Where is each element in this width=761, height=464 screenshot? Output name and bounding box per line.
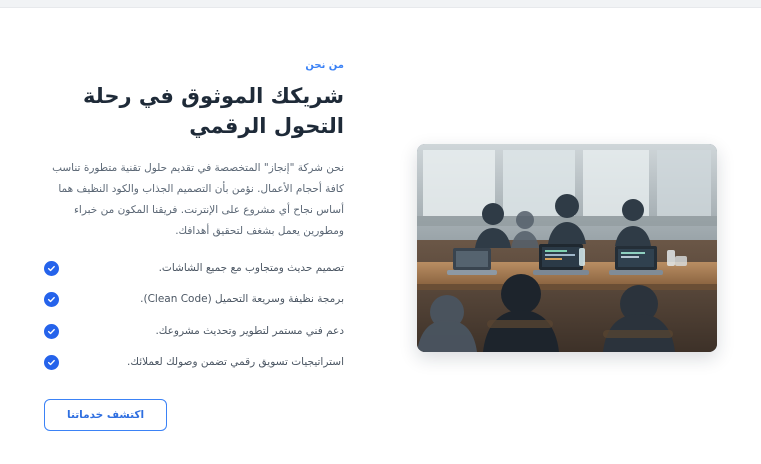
about-text-column: [44, 44, 344, 431]
list-item: [44, 354, 344, 371]
feature-label: استراتيجيات تسويق رقمي تضمن وصولك لعملائك.: [127, 355, 344, 368]
list-item: [44, 291, 344, 308]
about-paragraph: نحن شركة "إنجاز" المتخصصة في تقديم حلول تقنية متطورة تناسب كافة أحجام الأعمال. نؤمن بأن التصميم الجذاب والكود النظيف هما أساس نجاح أي مشروع على الإنترنت. فريقنا المكون من خبراء ومطورين يعمل بشغف لتحقيق أهدافك.: [52, 161, 344, 237]
cta-row: [44, 393, 344, 431]
check-circle-icon: [44, 261, 59, 276]
team-photo: [417, 144, 717, 352]
team-photo-card: [417, 144, 717, 352]
feature-label: دعم فني مستمر لتطوير وتحديث مشروعك.: [155, 324, 344, 337]
check-circle-icon: [44, 292, 59, 307]
discover-services-button[interactable]: اكتشف خدماتنا: [44, 399, 167, 431]
about-section: [0, 8, 761, 464]
about-image-column: [417, 44, 717, 352]
browser-chrome-strip: [0, 0, 761, 8]
check-circle-icon: [44, 324, 59, 339]
page-title: شريكك الموثوق في رحلة التحول الرقمي: [83, 84, 344, 139]
list-item: [44, 323, 344, 340]
feature-label: تصميم حديث ومتجاوب مع جميع الشاشات.: [158, 261, 344, 274]
section-eyebrow: من نحن: [305, 60, 344, 71]
feature-list: [44, 260, 344, 371]
check-circle-icon: [44, 355, 59, 370]
about-inner: [44, 44, 717, 431]
list-item: [44, 260, 344, 277]
feature-label: برمجة نظيفة وسريعة التحميل (Clean Code).: [140, 293, 344, 306]
